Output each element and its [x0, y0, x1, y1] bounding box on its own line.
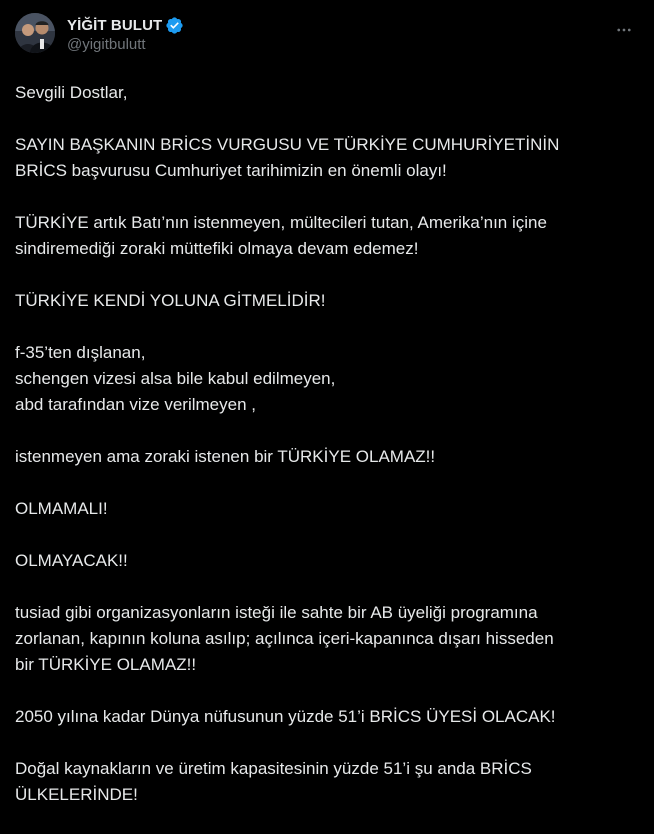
author-handle[interactable]: @yigitbulutt — [67, 36, 146, 53]
tweet-paragraph — [15, 756, 639, 808]
author-display-name[interactable]: YİĞİT BULUT — [67, 16, 163, 34]
tweet-paragraph — [15, 496, 639, 522]
tweet-line: schengen vizesi alsa bile kabul edilmeyen, — [15, 369, 336, 388]
tweet-line: f-35’ten dışlanan, — [15, 343, 146, 362]
tweet-paragraph — [15, 132, 639, 184]
tweet-line: sindiremediği zoraki müttefiki olmaya devam edemez! — [15, 239, 419, 258]
tweet-line: istenmeyen ama zoraki istenen bir TÜRKİYE OLAMAZ!! — [15, 447, 436, 466]
tweet-line: OLMAMALI! — [15, 499, 108, 518]
tweet-paragraph — [15, 340, 639, 418]
tweet-line: zorlanan, kapının koluna asılıp; açılınca içeri-kapanınca dışarı hisseden — [15, 629, 554, 648]
tweet-line: tusiad gibi organizasyonların isteği ile sahte bir AB üyeliği programına — [15, 603, 538, 622]
more-horizontal-icon[interactable] — [613, 19, 635, 41]
verified-badge-icon — [165, 16, 184, 35]
tweet-text — [15, 80, 639, 834]
tweet-line: 2050 yılına kadar Dünya nüfusunun yüzde 51’i BRİCS ÜYESİ OLACAK! — [15, 707, 556, 726]
profile-avatar[interactable] — [15, 13, 55, 53]
tweet-paragraph — [15, 80, 639, 106]
name-row — [67, 15, 184, 35]
tweet-header — [15, 13, 639, 61]
tweet-line: Sevgili Dostlar, — [15, 83, 128, 102]
tweet-paragraph — [15, 600, 639, 678]
tweet-line: Doğal kaynakların ve üretim kapasitesinin yüzde 51’i şu anda BRİCS — [15, 759, 532, 778]
tweet-line: TÜRKİYE artık Batı’nın istenmeyen, mültecileri tutan, Amerika’nın içine — [15, 213, 547, 232]
tweet-line: abd tarafından vize verilmeyen , — [15, 395, 256, 414]
tweet-paragraph — [15, 444, 639, 470]
author-block — [67, 15, 184, 53]
tweet-paragraph — [15, 288, 639, 314]
tweet-line: ÜLKELERİNDE! — [15, 785, 138, 804]
tweet-line: bir TÜRKİYE OLAMAZ!! — [15, 655, 197, 674]
tweet-paragraph — [15, 548, 639, 574]
tweet-line: TÜRKİYE KENDİ YOLUNA GİTMELİDİR! — [15, 291, 326, 310]
tweet-line: SAYIN BAŞKANIN BRİCS VURGUSU VE TÜRKİYE CUMHURİYETİNİN — [15, 135, 560, 154]
tweet-paragraph — [15, 704, 639, 730]
tweet-line: BRİCS başvurusu Cumhuriyet tarihimizin en önemli olayı! — [15, 161, 447, 180]
tweet-paragraph — [15, 210, 639, 262]
avatar-image — [15, 13, 55, 53]
tweet-line: OLMAYACAK!! — [15, 551, 128, 570]
